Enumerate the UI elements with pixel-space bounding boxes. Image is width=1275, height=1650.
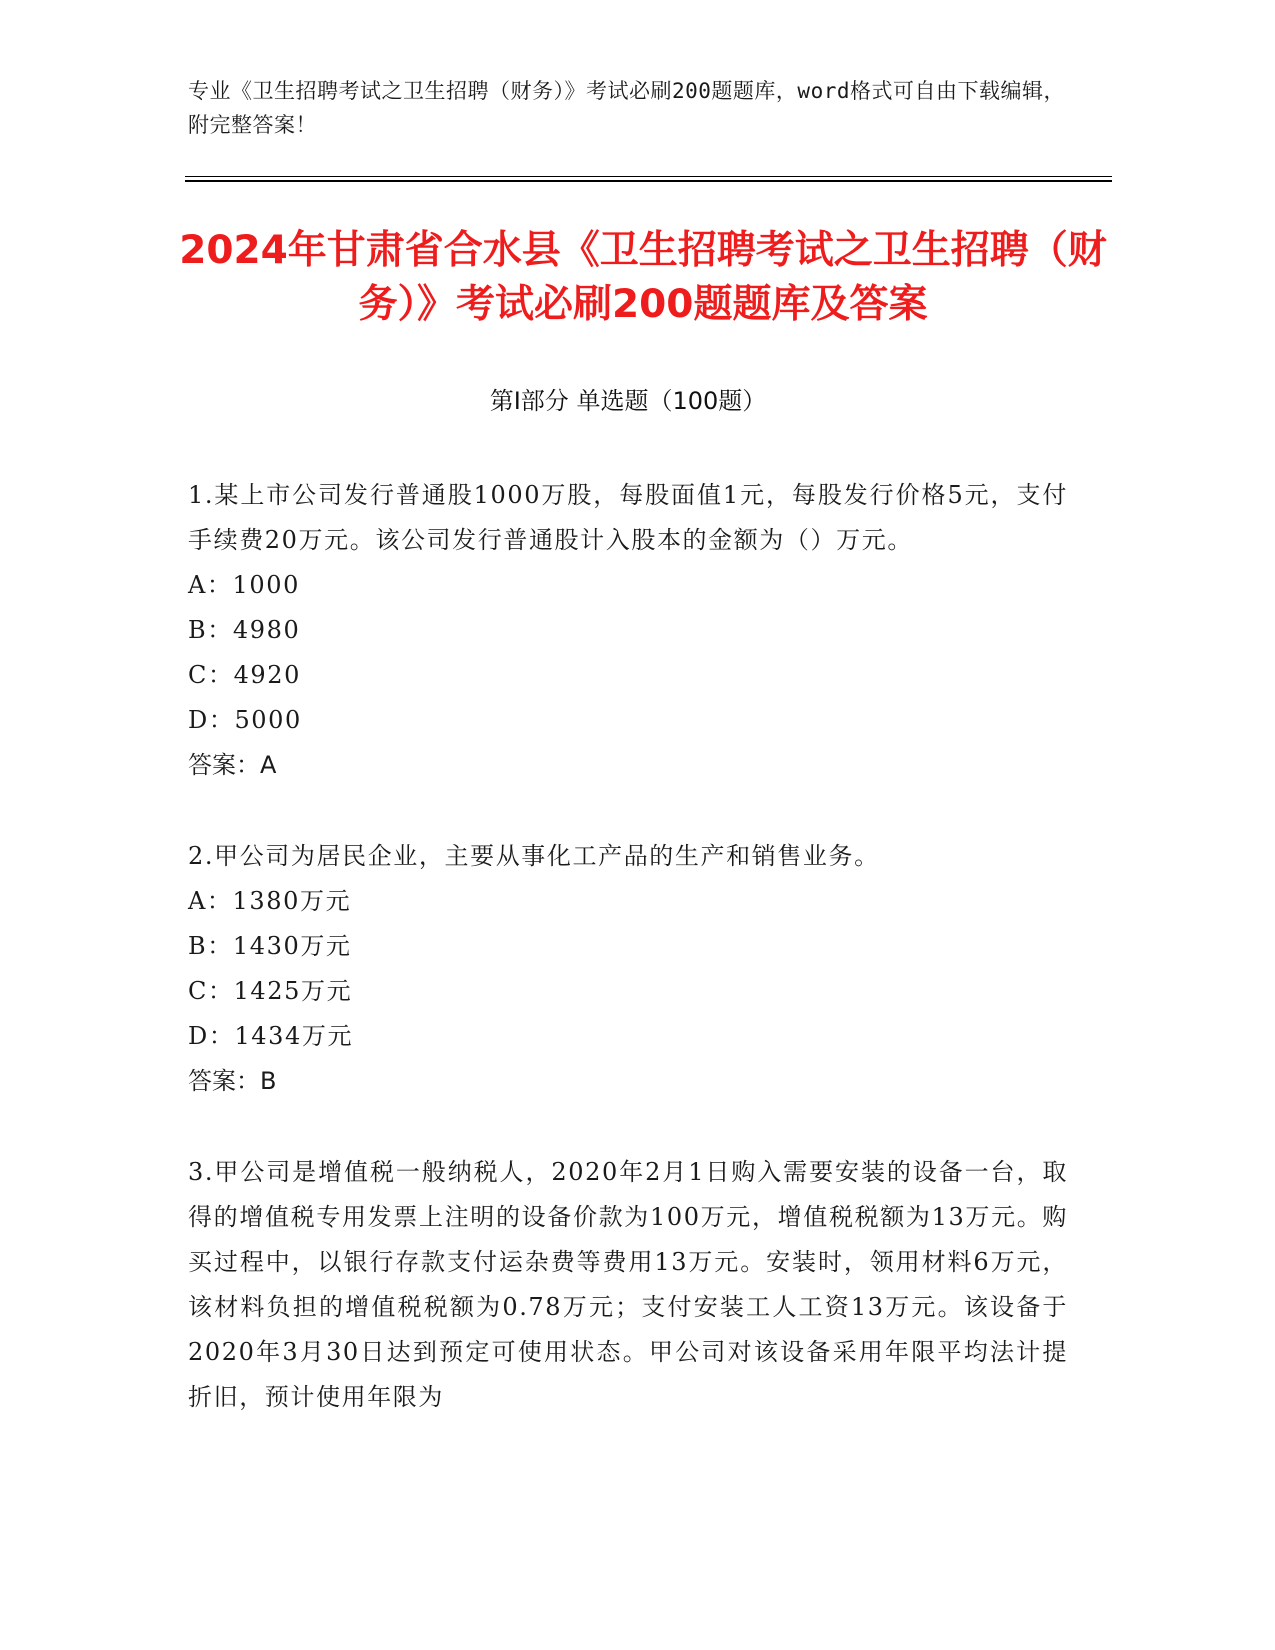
question-text: 3.甲公司是增值税一般纳税人，2020年2月1日购入需要安装的设备一台，取得的增值税专用发票上注明的设备价款为100万元，增值税税额为13万元。购买过程中，以银行存款支付运杂费等费用13万元。安装时，领用材料6万元，该材料负担的增值税税额为0.78万元；支付安装工人工资13万元。该设备于2020年3月30日达到预定可使用状态。甲公司对该设备采用年限平均法计提折旧，预计使用年限为 xyxy=(188,1158,1068,1411)
divider-thick-line xyxy=(185,180,1112,182)
question-1 xyxy=(188,473,1068,788)
section-heading: 第Ⅰ部分 单选题（100题） xyxy=(489,387,767,415)
option-b: B：4980 xyxy=(188,616,301,644)
option-b: B：1430万元 xyxy=(188,932,352,960)
question-text: 2.甲公司为居民企业，主要从事化工产品的生产和销售业务。 xyxy=(188,842,880,870)
answer-line: 答案：B xyxy=(188,1067,277,1095)
question-text: 1.某上市公司发行普通股1000万股，每股面值1元，每股发行价格5元，支付手续费20万元。该公司发行普通股计入股本的金额为（）万元。 xyxy=(188,481,1068,554)
option-d: D：1434万元 xyxy=(188,1022,354,1050)
option-c: C：4920 xyxy=(188,661,302,689)
question-3 xyxy=(188,1150,1068,1420)
header-divider xyxy=(185,176,1112,182)
option-a: A：1380万元 xyxy=(188,887,352,915)
document-title: 2024年甘肃省合水县《卫生招聘考试之卫生招聘（财务）》考试必刷200题题库及答案 xyxy=(179,228,1107,327)
option-a: A：1000 xyxy=(188,571,301,599)
header-note: 专业《卫生招聘考试之卫生招聘（财务）》考试必刷200题题库，word格式可自由下载编辑，附完整答案！ xyxy=(188,79,1065,137)
question-list xyxy=(188,473,1068,1466)
divider-thin-line xyxy=(185,176,1112,177)
option-d: D：5000 xyxy=(188,706,302,734)
option-c: C：1425万元 xyxy=(188,977,353,1005)
question-2 xyxy=(188,834,1068,1104)
answer-line: 答案：A xyxy=(188,751,277,779)
